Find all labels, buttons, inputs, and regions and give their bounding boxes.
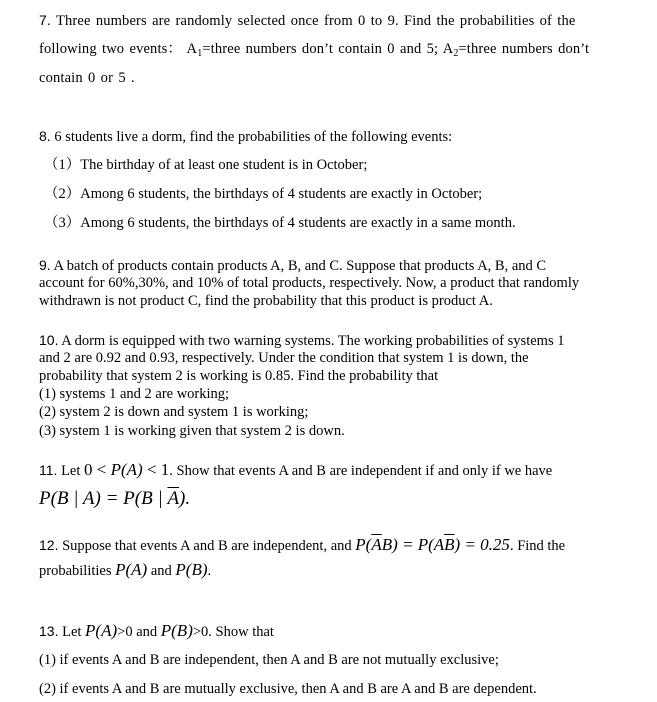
problem-8-item: （2）Among 6 students, the birthdays of 4 students are exactly in October; — [44, 186, 483, 202]
problem-10-line-3: probability that system 2 is working is 0.85. Find the probability that — [39, 368, 439, 384]
problem-12-number: 12. — [39, 537, 59, 553]
problem-11-line-1: 11. Let 0 < P(A) < 1. Show that events A and B are independent if and only if we have — [39, 460, 553, 479]
problem-13-item: (1) if events A and B are independent, then A and B are not mutually exclusive; — [39, 652, 499, 668]
problem-8-item: （1）The birthday of at least one student is in October; — [44, 157, 368, 173]
problem-10-number: 10. — [39, 332, 59, 348]
problem-7-line-1 — [39, 12, 575, 29]
problem-7-line-2: following two events： $A_1=three$ numbers don’t contain 0 and 5; $A_2=three$ numbers don’t — [39, 41, 590, 59]
problem-8-item: （3）Among 6 students, the birthdays of 4 students are exactly in a same month. — [44, 215, 516, 231]
math-formula: $P(\overline{A}B) = P(A\overline{B}) = 0.25$ — [355, 535, 510, 554]
problem-7-number: 7. — [39, 12, 51, 28]
problem-13-item: (2) if events A and B are mutually exclusive, then A and B are A and B are dependent. — [39, 681, 537, 697]
problem-10-line-1: 10. A dorm is equipped with two warning systems. The working probabilities of systems 1 — [39, 332, 565, 349]
problem-10-item: (3) system 1 is working given that system 2 is down. — [39, 423, 345, 439]
problem-13-number: 13. — [39, 623, 59, 639]
problem-10-item: (1) systems 1 and 2 are working; — [39, 386, 230, 402]
problem-8-intro: 8. 6 students live a dorm, find the probabilities of the following events: — [39, 128, 453, 145]
problem-11-number: 11. — [39, 462, 58, 478]
problem-7-text-1: Three numbers are randomly selected once from 0 to 9. Find the probabilities of the — [56, 13, 576, 29]
problem-13-line-1: 13. Let P(A)>0 and P(B)>0. Show that — [39, 621, 274, 640]
problem-11-formula: P(B | A) = P(B | $\overline{A}$). — [39, 488, 191, 509]
math-inequality: 0 < P(A) < 1 — [84, 460, 170, 479]
problem-10-line-2: and 2 are 0.92 and 0.93, respectively. Under the condition that system 1 is down, the — [39, 350, 529, 366]
problem-10-item: (2) system 2 is down and system 1 is working; — [39, 404, 309, 420]
problem-12-line-1: 12. Suppose that events A and B are independent, and $P(\overline{A}B) = P(A\overline{B}) = 0.25$. Find the — [39, 535, 566, 554]
problem-12-line-2: probabilities P(A) and P(B). — [39, 560, 212, 579]
problem-8-number: 8. — [39, 128, 51, 144]
problem-7-line-3: contain 0 or 5 . — [39, 70, 135, 86]
problem-9-line-1: 9. A batch of products contain products A, B, and C. Suppose that products A, B, and C — [39, 257, 547, 274]
problem-9-line-3: withdrawn is not product C, find the probability that this product is product A. — [39, 293, 493, 309]
problem-9-line-2: account for 60%,30%, and 10% of total products, respectively. Now, a product that randomly — [39, 275, 580, 291]
problem-9-number: 9. — [39, 257, 51, 273]
